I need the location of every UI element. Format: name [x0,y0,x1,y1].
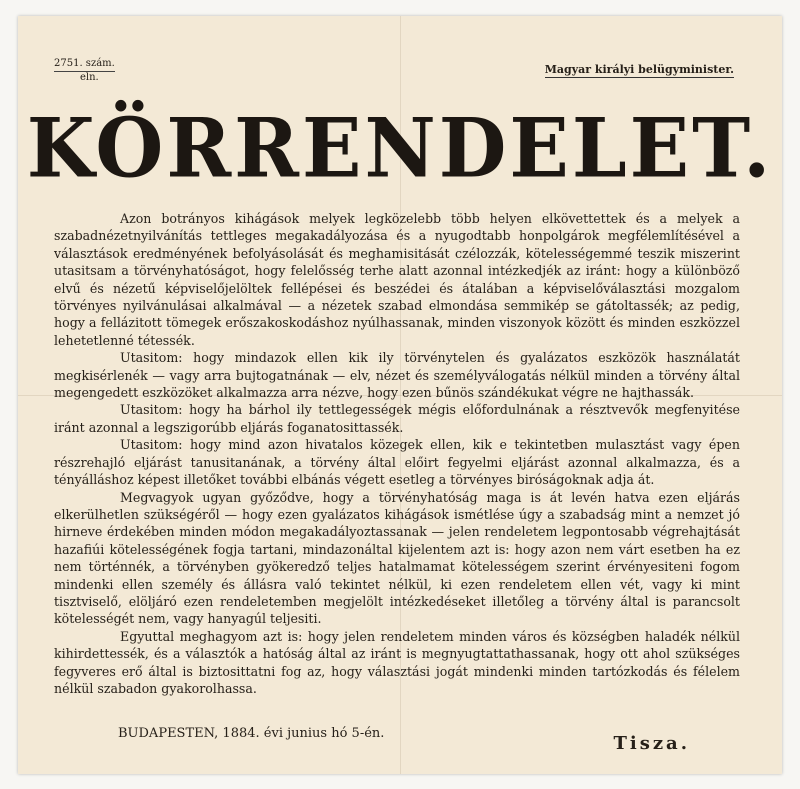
dateline: BUDAPESTEN, 1884. évi junius hó 5-én. [118,726,385,741]
paragraph: Egyuttal meghagyom azt is: hogy jelen rendeletem minden város és községben haladék nélkül kihirdettessék, és a választók a hatóság által az iránt is megnyugtattathassanak, hogy ott ahol szükséges fegyveres erő által is biztosittatni fog az, hogy választási jogát mindenki minden tartózkodás és félelem nélkül szabadon gyakorolhassa. [54,628,740,696]
paragraph: Utasitom: hogy mindazok ellen kik ily törvénytelen és gyalázatos eszközök használatát megkisérlenék — vagy arra bujtogatnának — elv, nézet és személyválogatás nélkül minden a törvény által megengedett eszközöket alkalmazza arra nézve, hogy ezen bűnös szándékukat végre ne hajthassák. [54,350,740,401]
document-title: KÖRRENDELET. [26,100,774,197]
ministry-heading: Magyar királyi belügyminister. [544,63,734,76]
reference-number [54,58,115,84]
paragraph: Megvagyok ugyan győződve, hogy a törvényhatóság maga is át levén hatva ezen eljárás elkerülhetlen szükségéről — hogy ezen gyalázatos kihágások ismétlése úgy a szabadság mint a nemzet jó hirneve érdekében minden módon megakadályoztassanak — jelen rendeletem legpontosabb végrehajtását hazafiúi kötelességének fogja tartani, mindazonáltal kijelentem azt is: hogy azon nem várt esetben ha ez nem történnék, a törvényben gyökeredző teljes hatalmamat kötelességem szerint érvényesiteni fogom mindenki ellen személy és állásra való tekintet nélkül, ki ezen rendeletem ellen vét, vagy ki mint tisztviselő, elöljáró ezen rendeletemben megjelölt intézkedéseket illetőleg a törvény által is parancsolt kötelességét nem, vagy hanyagúl teljesiti. [54,489,740,627]
paragraph: Utasitom: hogy mind azon hivatalos közegek ellen, kik e tekintetben mulasztást vagy épen részrehajló eljárást tanusitanának, a törvény által előirt fegyelmi eljárást azonnal alkalmazza, és a tényálláshoz képest illetőket további elbánás végett esetleg a törvényes biróságoknak adja át. [54,437,740,488]
paragraph: Azon botrányos kihágások melyek legközelebb több helyen elkövettettek és a melyek a szabadnézetnyilvánítás tettleges megakadályozása és a nyugodtabb honpolgárok megfélemlítésével a választások eredményének befolyásolását és meghamisitását czélozzák, kötelességemmé teszik miszerint utasitsam a törvényhatóságot, hogy felelősség terhe alatt azonnal intézkedjék az iránt: hogy a különböző elvű és nézetű képviselőjelöltek fellépései és beszédei és átalában a képviselőválasztási mozgalom törvényes nyilvánulásai alkalmával — a nézetek szabad elmondása semmikép se gátoltassék; az pedig, hogy a fellázitott tömegek erőszakoskodáshoz nyúlhassanak, minden viszonyok között és minden eszközzel lehetetlenné tétessék. [54,211,740,348]
document-body [54,210,740,697]
paragraph: Utasitom: hogy ha bárhol ily tettlegességek mégis előfordulnának a résztvevők megfenyitése iránt azonnal a legszigorúbb eljárás foganatosittassék. [54,402,740,435]
signature: Tisza. [613,733,690,754]
poster-sheet [18,16,782,774]
ref-number: 2751. szám. [54,58,115,72]
ref-eln: eln. [80,72,99,83]
